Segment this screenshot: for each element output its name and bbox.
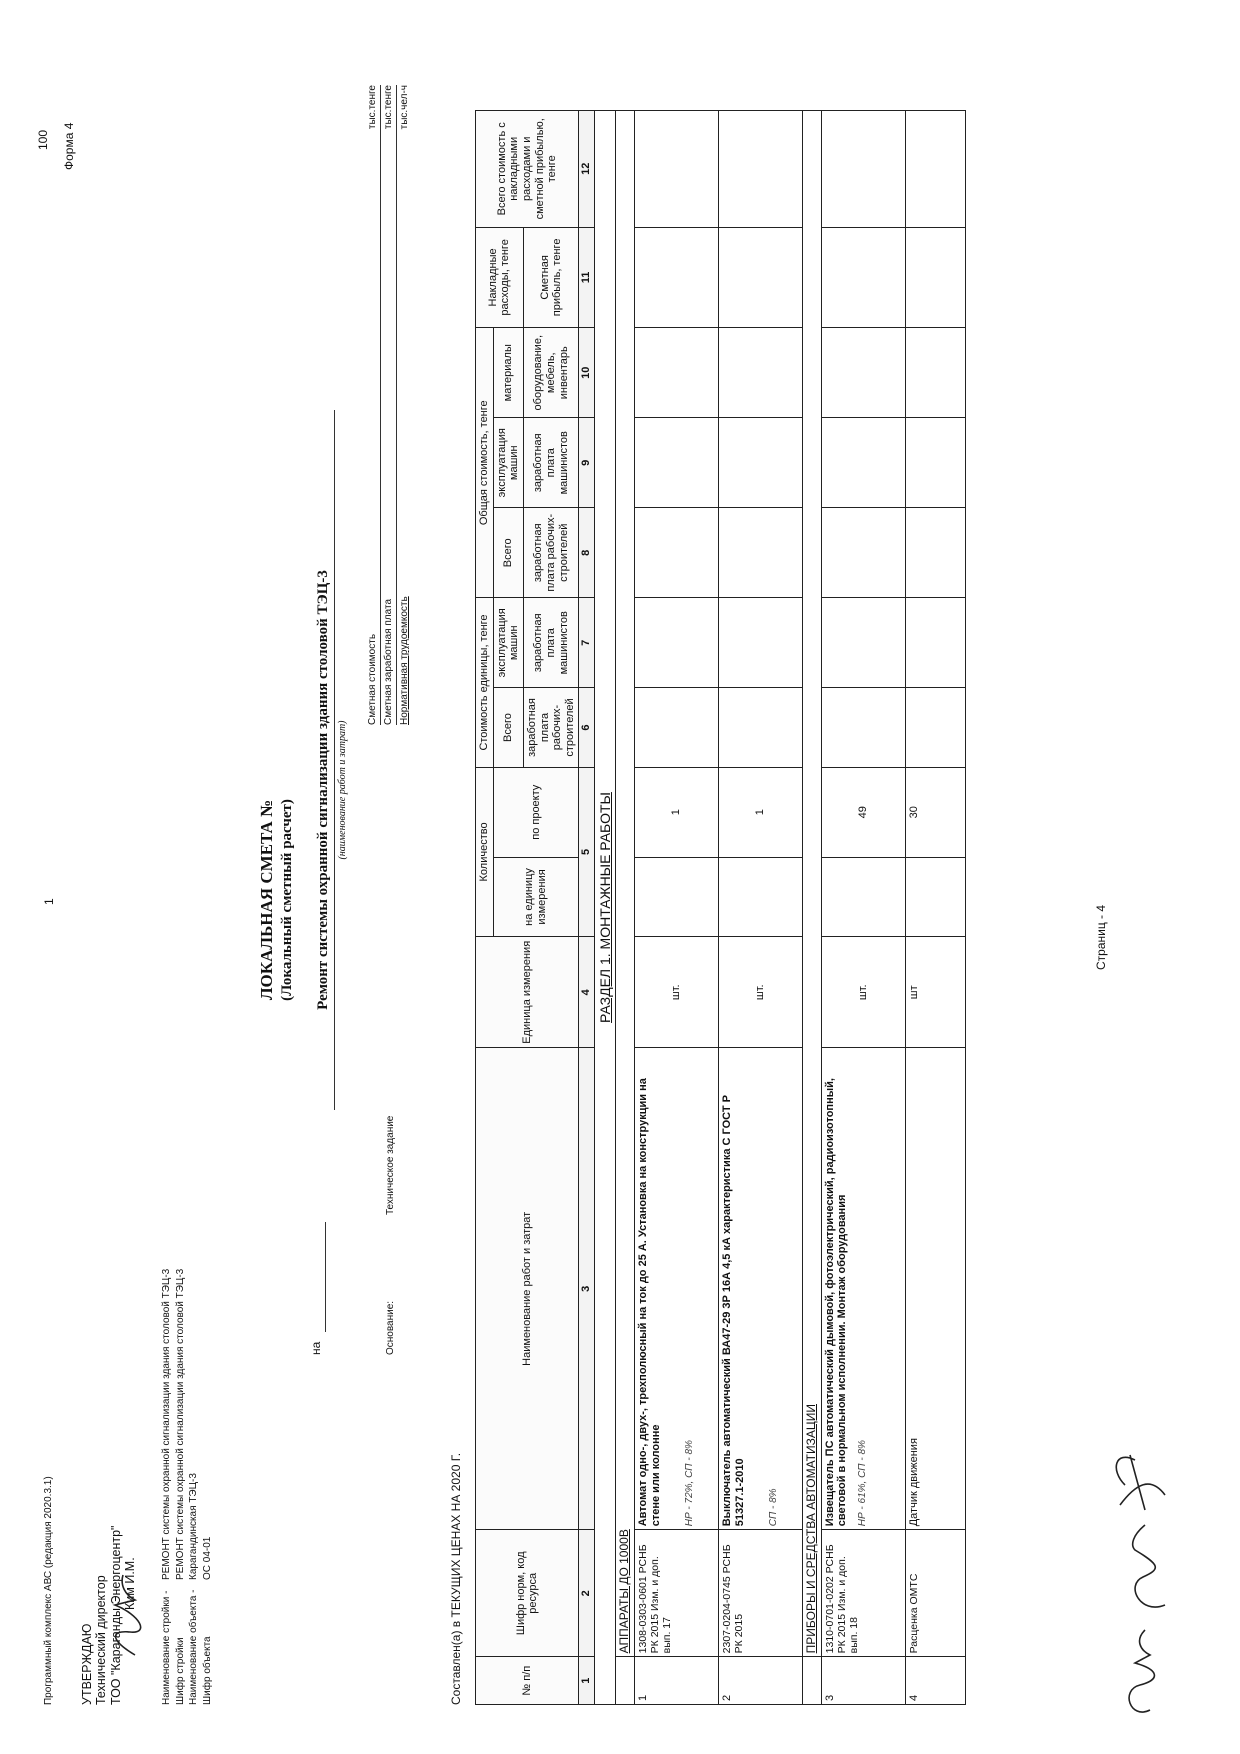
row-name-cell bbox=[821, 1048, 905, 1530]
row-name: Датчик движения bbox=[905, 1048, 965, 1530]
meta-label-2: Шифр стройки bbox=[174, 1637, 186, 1705]
program-name: Программный комплекс АВС (редакция 2020.3.1) bbox=[43, 1476, 54, 1705]
col-head-total-all: Всего bbox=[493, 508, 523, 598]
row-code: 1310-0701-0202 РСНБ РК 2015 Изм. и доп. вып. 18 bbox=[821, 1530, 905, 1657]
col-head-total-mwages: заработная плата машинистов bbox=[523, 418, 579, 508]
col-num: 9 bbox=[579, 418, 595, 508]
table-head-row-1 bbox=[476, 111, 494, 1705]
basis-label: Основание: bbox=[385, 1300, 396, 1355]
director-signature bbox=[105, 1570, 145, 1660]
estimate-table bbox=[475, 110, 966, 1705]
page-count: Страниц - 4 bbox=[1094, 904, 1108, 970]
object-meta bbox=[160, 1269, 214, 1705]
form-label: Форма 4 bbox=[62, 122, 76, 170]
row-unit: шт bbox=[905, 937, 965, 1048]
group-row bbox=[803, 111, 822, 1705]
row-name: Выключатель автоматический ВА47-29 3Р 16А 4,5 кА характеристика С ГОСТ Р 51327.1-2010 bbox=[721, 1095, 746, 1527]
col-head-qty-proj: по проекту bbox=[493, 767, 579, 857]
total-cost-unit: тыс.тенге bbox=[367, 85, 378, 130]
col-head-unit-cost: Стоимость единицы, тенге bbox=[476, 598, 494, 767]
col-num: 5 bbox=[579, 767, 595, 936]
total-cost-label: Сметная стоимость bbox=[367, 633, 378, 725]
page-number: 1 bbox=[42, 898, 56, 905]
row-qty: 30 bbox=[905, 767, 965, 857]
row-note: СП - 8% bbox=[768, 1488, 780, 1527]
sheet-number: 100 bbox=[36, 129, 50, 150]
section-title: РАЗДЕЛ 1. МОНТАЖНЫЕ РАБОТЫ bbox=[595, 111, 616, 1705]
row-code: 2307-0204-0745 РСНБ РК 2015 bbox=[719, 1530, 803, 1657]
director-title: Технический директор bbox=[94, 1575, 109, 1705]
col-head-total-mach: эксплуатация машин bbox=[493, 418, 523, 508]
section-row bbox=[595, 111, 616, 1705]
table-row bbox=[635, 111, 719, 1705]
col-head-num: № п/п bbox=[476, 1657, 579, 1705]
row-num: 1 bbox=[635, 1657, 719, 1705]
col-head-total-mat: материалы bbox=[493, 328, 523, 418]
col-head-unit-mwages: заработная плата машинистов bbox=[523, 598, 579, 688]
row-qty: 49 bbox=[821, 767, 905, 857]
col-num: 12 bbox=[579, 111, 595, 228]
col-head-grand: Всего стоимость с накладными расходами и сметной прибылью, тенге bbox=[476, 111, 579, 228]
total-labor-unit: тыс.чел-ч bbox=[399, 85, 410, 130]
row-code: 1308-0303-0601 РСНБ РК 2015 Изм. и доп. вып. 17 bbox=[635, 1530, 719, 1657]
row-code: Расценка ОМТС bbox=[905, 1530, 965, 1657]
col-head-code: Шифр норм, код ресурса bbox=[476, 1530, 579, 1657]
column-numbers-row bbox=[579, 111, 595, 1705]
na-label: на bbox=[309, 1341, 323, 1355]
col-num: 8 bbox=[579, 508, 595, 598]
table-row bbox=[905, 111, 965, 1705]
row-note: НР - 72%, СП - 8% bbox=[684, 1440, 696, 1527]
table-row bbox=[719, 111, 803, 1705]
row-name-cell bbox=[719, 1048, 803, 1530]
row-num: 4 bbox=[905, 1657, 965, 1705]
row-unit: шт. bbox=[635, 937, 719, 1048]
subject-underline bbox=[334, 410, 335, 1110]
row-name: Автомат одно-, двух-, трехполюсный на ток до 25 А. Установка на конструкции на стене или колонне bbox=[637, 1078, 662, 1527]
col-num: 1 bbox=[579, 1657, 595, 1705]
col-head-total-equip: оборудование, мебель, инвентарь bbox=[523, 328, 579, 418]
col-head-unit-all: Всего bbox=[493, 688, 523, 767]
meta-value-4: ОС 04-01 bbox=[201, 1536, 213, 1580]
row-num: 3 bbox=[821, 1657, 905, 1705]
handwritten-signatures bbox=[1105, 1445, 1180, 1725]
col-num: 2 bbox=[579, 1530, 595, 1657]
na-underline bbox=[325, 1222, 326, 1332]
row-qty: 1 bbox=[719, 767, 803, 857]
row-qty: 1 bbox=[635, 767, 719, 857]
row-name: Извещатель ПС автоматический дымовой, фотоэлектрический, радиоизотопный, световой в нормальном исполнении. Монтаж оборудования bbox=[823, 1078, 849, 1527]
col-num: 6 bbox=[579, 688, 595, 767]
totals-block bbox=[365, 85, 412, 725]
signer-name: Ким И.М. bbox=[123, 1557, 138, 1610]
col-head-unit-mach: эксплуатация машин bbox=[493, 598, 523, 688]
group-row bbox=[616, 111, 635, 1705]
col-num: 10 bbox=[579, 328, 595, 418]
meta-value-3: Карагандинская ТЭЦ-3 bbox=[188, 1473, 199, 1580]
col-head-profit: Сметная прибыль, тенге bbox=[523, 227, 579, 328]
col-num: 7 bbox=[579, 598, 595, 688]
row-name-cell bbox=[635, 1048, 719, 1530]
subject-note: (наименование работ и затрат) bbox=[337, 720, 348, 860]
total-wages-unit: тыс.тенге bbox=[383, 85, 394, 130]
meta-label-1: Наименование стройки - bbox=[161, 1590, 172, 1705]
work-subject: Ремонт системы охранной сигнализации здания столовой ТЭЦ-3 bbox=[315, 570, 331, 1010]
estimate-sheet bbox=[35, 70, 1185, 1730]
row-num: 2 bbox=[719, 1657, 803, 1705]
estimate-title: ЛОКАЛЬНАЯ СМЕТА № bbox=[257, 799, 276, 1001]
col-head-unit: Единица измерения bbox=[476, 937, 579, 1048]
row-unit: шт. bbox=[719, 937, 803, 1048]
table-row bbox=[821, 111, 905, 1705]
col-head-total-cost: Общая стоимость, тенге bbox=[476, 328, 494, 598]
estimate-subtitle: (Локальный сметный расчет) bbox=[279, 799, 295, 1001]
group-title-2: ПРИБОРЫ И СРЕДСТВА АВТОМАТИЗАЦИИ bbox=[803, 111, 822, 1657]
col-head-overhead: Накладные расходы, тенге bbox=[476, 227, 524, 328]
col-head-name: Наименование работ и затрат bbox=[476, 1048, 579, 1530]
col-num: 4 bbox=[579, 937, 595, 1048]
meta-value-2: РЕМОНТ системы охранной сигнализации здания столовой ТЭЦ-3 bbox=[174, 1268, 186, 1580]
col-head-qty-unit: на единицу измерения bbox=[493, 857, 579, 936]
row-unit: шт. bbox=[821, 937, 905, 1048]
group-title-1: АППАРАТЫ ДО 1000В bbox=[616, 111, 635, 1657]
col-head-qty: Количество bbox=[476, 767, 494, 936]
col-head-total-wages: заработная плата рабочих-строителей bbox=[523, 508, 579, 598]
col-num: 11 bbox=[579, 227, 595, 328]
total-wages-label: Сметная заработная плата bbox=[383, 598, 394, 725]
basis-value: Техническое задание bbox=[385, 1115, 396, 1215]
col-num: 3 bbox=[579, 1048, 595, 1530]
prices-note: Составлен(а) в ТЕКУЩИХ ЦЕНАХ НА 2020 Г. bbox=[449, 1452, 463, 1705]
row-note: НР - 61%, СП - 8% bbox=[857, 1440, 869, 1527]
approve-label: УТВЕРЖДАЮ bbox=[80, 1623, 94, 1705]
company-name: ТОО "Караганды Энергоцентр" bbox=[108, 1525, 123, 1705]
meta-label-3: Наименование объекта - bbox=[188, 1589, 199, 1705]
col-head-unit-wages: заработная плата рабочих-строителей bbox=[523, 688, 579, 767]
meta-label-4: Шифр объекта bbox=[201, 1636, 213, 1705]
meta-value-1: РЕМОНТ системы охранной сигнализации здания столовой ТЭЦ-3 bbox=[161, 1268, 172, 1580]
total-labor-label: Нормативная трудоемкость bbox=[399, 596, 410, 725]
